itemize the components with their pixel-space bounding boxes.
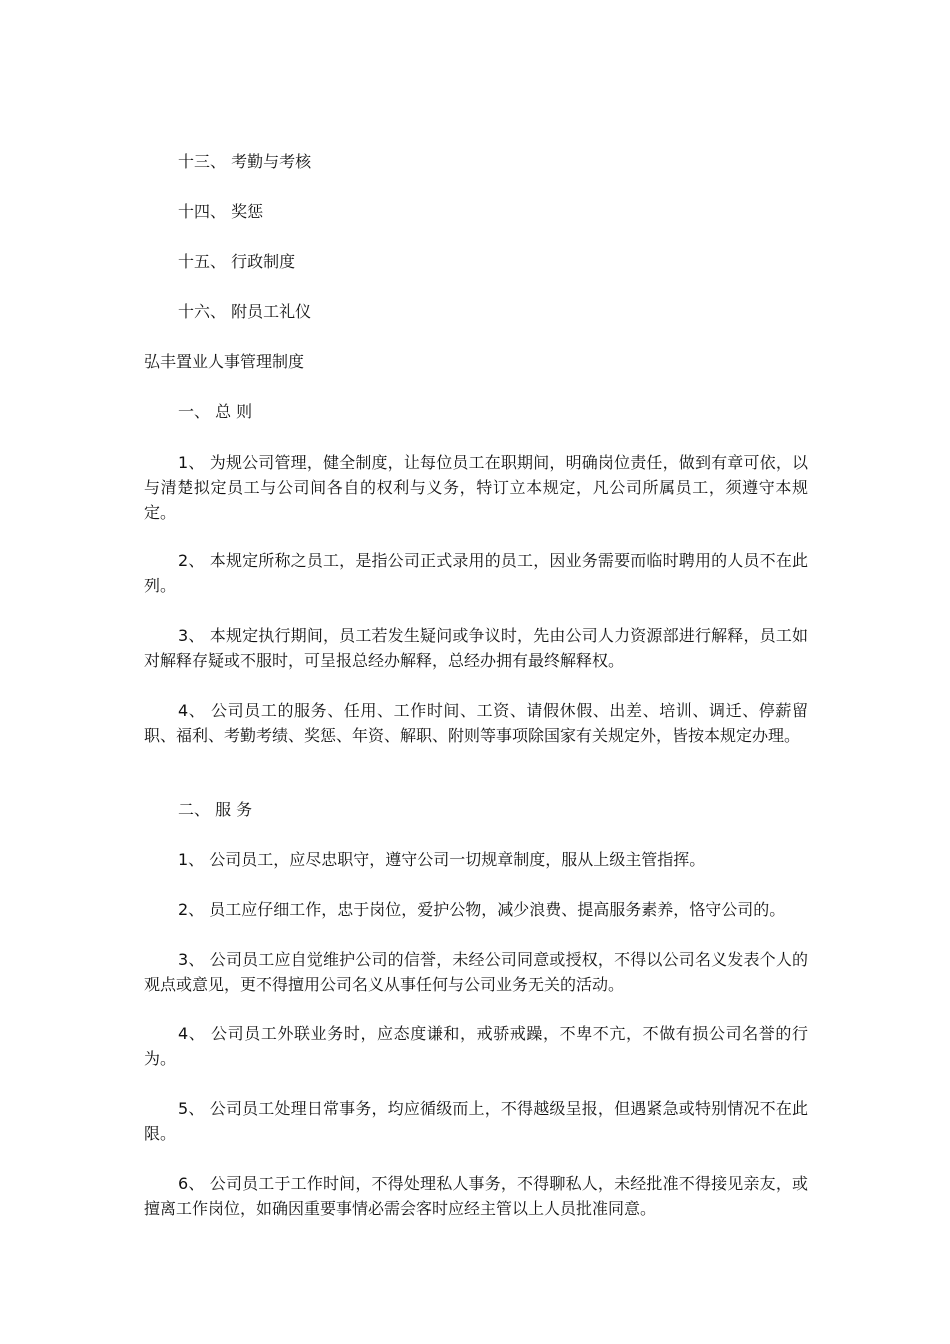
paragraph: 2、 员工应仔细工作，忠于岗位，爱护公物，减少浪费、提高服务素养，恪守公司的。 [178,900,786,919]
paragraph: 1、 公司员工，应尽忠职守，遵守公司一切规章制度，服从上级主管指挥。 [178,850,706,869]
paragraph: 3、 本规定执行期间，员工若发生疑问或争议时，先由公司人力资源部进行解释，员工如对解释存疑或不服时，可呈报总经办解释，总经办拥有最终解释权。 [144,626,808,670]
paragraph: 1、 为规公司管理，健全制度，让每位员工在职期间，明确岗位责任，做到有章可依，以与清楚拟定员工与公司间各自的权利与义务，特订立本规定，凡公司所属员工，须遵守本规定。 [144,453,808,522]
toc-item: 十六、 附员工礼仪 [178,302,312,321]
paragraph: 4、 公司员工的服务、任用、工作时间、工资、请假休假、出差、培训、调迁、停薪留职、福利、考勤考绩、奖惩、年资、解职、附则等事项除国家有关规定外，皆按本规定办理。 [144,701,808,745]
paragraph: 3、 公司员工应自觉维护公司的信誉，未经公司同意或授权，不得以公司名义发表个人的观点或意见，更不得擅用公司名义从事任何与公司业务无关的活动。 [144,950,808,994]
paragraph: 2、 本规定所称之员工，是指公司正式录用的员工，因业务需要而临时聘用的人员不在此列。 [144,551,808,595]
section-heading: 二、 服 务 [178,800,253,819]
toc-item: 十五、 行政制度 [178,252,296,271]
paragraph: 4、 公司员工外联业务时，应态度谦和，戒骄戒躁，不卑不亢，不做有损公司名誉的行为。 [144,1024,808,1068]
section-heading: 一、 总 则 [178,402,253,421]
paragraph: 5、 公司员工处理日常事务，均应循级而上，不得越级呈报，但遇紧急或特别情况不在此限。 [144,1099,808,1143]
document-title: 弘丰置业人事管理制度 [144,352,305,371]
paragraph: 6、 公司员工于工作时间，不得处理私人事务，不得聊私人，未经批准不得接见亲友，或擅离工作岗位，如确因重要事情必需会客时应经主管以上人员批准同意。 [144,1174,808,1218]
toc-item: 十四、 奖惩 [178,202,264,221]
toc-item: 十三、 考勤与考核 [178,152,312,171]
